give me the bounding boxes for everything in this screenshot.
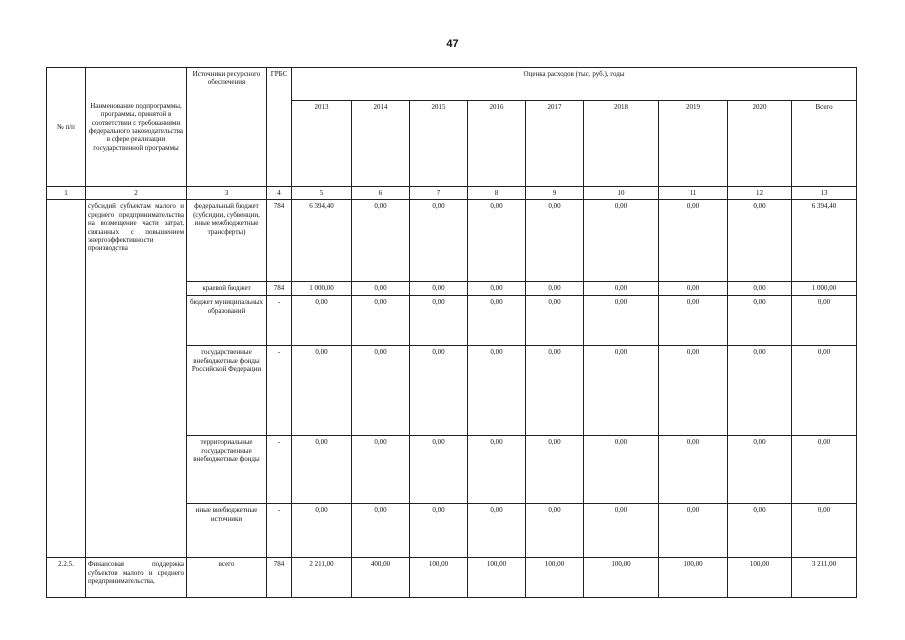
value-cell: 0,00 — [410, 282, 468, 296]
value-cell: 0,00 — [728, 200, 792, 282]
value-cell: 6 394,40 — [292, 200, 352, 282]
total-cell: 6 394,40 — [792, 200, 857, 282]
value-cell: 0,00 — [410, 296, 468, 346]
value-cell: 0,00 — [292, 346, 352, 436]
source-cell: краевой бюджет — [187, 282, 267, 296]
total-cell: 0,00 — [792, 296, 857, 346]
value-cell: 0,00 — [526, 504, 584, 558]
column-number: 4 — [267, 187, 292, 200]
table-row — [47, 200, 857, 282]
row-index — [47, 200, 86, 558]
value-cell: 1 000,00 — [292, 282, 352, 296]
header-row — [47, 68, 857, 101]
value-cell: 0,00 — [659, 282, 728, 296]
column-number: 1 — [47, 187, 86, 200]
value-cell: 0,00 — [728, 282, 792, 296]
header-year: 2013 — [292, 101, 352, 187]
total-cell: 0,00 — [792, 436, 857, 504]
value-cell: 0,00 — [584, 200, 659, 282]
value-cell: 0,00 — [468, 282, 526, 296]
value-cell: 0,00 — [292, 504, 352, 558]
source-cell: государственные внебюджетные фонды Российской Федерации — [187, 346, 267, 436]
grbs-cell: - — [267, 346, 292, 436]
header-year: 2018 — [584, 101, 659, 187]
column-number: 13 — [792, 187, 857, 200]
value-cell: 0,00 — [292, 436, 352, 504]
value-cell: 0,00 — [410, 200, 468, 282]
value-cell: 0,00 — [728, 436, 792, 504]
header-year: 2020 — [728, 101, 792, 187]
value-cell: 0,00 — [526, 296, 584, 346]
value-cell: 0,00 — [728, 504, 792, 558]
total-cell: 1 000,00 — [792, 282, 857, 296]
header-index: № п/п — [47, 68, 86, 187]
source-cell: федеральный бюджет (субсидии, субвенции, иные межбюджетные трансферты) — [187, 200, 267, 282]
header-year: 2015 — [410, 101, 468, 187]
value-cell: 100,00 — [468, 558, 526, 598]
value-cell: 0,00 — [584, 282, 659, 296]
value-cell: 0,00 — [468, 346, 526, 436]
value-cell: 0,00 — [352, 296, 410, 346]
column-number: 7 — [410, 187, 468, 200]
value-cell: 0,00 — [526, 346, 584, 436]
source-cell: всего — [187, 558, 267, 598]
value-cell: 400,00 — [352, 558, 410, 598]
value-cell: 0,00 — [526, 200, 584, 282]
value-cell: 0,00 — [292, 296, 352, 346]
value-cell: 0,00 — [526, 282, 584, 296]
grbs-cell: 784 — [267, 282, 292, 296]
value-cell: 0,00 — [352, 346, 410, 436]
value-cell: 100,00 — [659, 558, 728, 598]
value-cell: 0,00 — [468, 436, 526, 504]
column-number: 5 — [292, 187, 352, 200]
header-year: 2014 — [352, 101, 410, 187]
value-cell: 0,00 — [659, 504, 728, 558]
value-cell: 0,00 — [526, 436, 584, 504]
value-cell: 100,00 — [584, 558, 659, 598]
header-grbs: ГРБС — [267, 68, 292, 187]
value-cell: 0,00 — [468, 200, 526, 282]
grbs-cell: - — [267, 504, 292, 558]
header-year: 2016 — [468, 101, 526, 187]
column-number: 9 — [526, 187, 584, 200]
value-cell: 0,00 — [659, 346, 728, 436]
value-cell: 0,00 — [584, 504, 659, 558]
value-cell: 0,00 — [352, 504, 410, 558]
value-cell: 0,00 — [410, 436, 468, 504]
column-number: 12 — [728, 187, 792, 200]
row-index: 2.2.5. — [47, 558, 86, 598]
column-number: 11 — [659, 187, 728, 200]
value-cell: 0,00 — [352, 436, 410, 504]
column-number: 8 — [468, 187, 526, 200]
header-total: Всего — [792, 101, 857, 187]
value-cell: 0,00 — [659, 436, 728, 504]
value-cell: 0,00 — [352, 200, 410, 282]
budget-table — [46, 67, 857, 598]
value-cell: 0,00 — [468, 504, 526, 558]
column-numbers-row — [47, 187, 857, 200]
row-name: субсидий субъектам малого и среднего предпринимательства на возмещение части затрат, связанных с повышением энергоэффективности производства — [86, 200, 187, 558]
total-cell: 3 211,00 — [792, 558, 857, 598]
source-cell: иные внебюджетные источники — [187, 504, 267, 558]
page-number: 47 — [446, 38, 459, 50]
source-cell: бюджет муниципальных образований — [187, 296, 267, 346]
value-cell: 0,00 — [410, 346, 468, 436]
column-number: 10 — [584, 187, 659, 200]
value-cell: 0,00 — [584, 346, 659, 436]
grbs-cell: - — [267, 436, 292, 504]
header-year: 2019 — [659, 101, 728, 187]
value-cell: 100,00 — [410, 558, 468, 598]
value-cell: 0,00 — [728, 346, 792, 436]
value-cell: 0,00 — [728, 296, 792, 346]
grbs-cell: 784 — [267, 200, 292, 282]
value-cell: 0,00 — [584, 436, 659, 504]
column-number: 6 — [352, 187, 410, 200]
column-number: 3 — [187, 187, 267, 200]
header-name: Наименование подпрограммы, программы, принятой в соответствии с требованиями федерального законодательства в сфере реализации государственной программы — [86, 68, 187, 187]
value-cell: 0,00 — [659, 200, 728, 282]
value-cell: 0,00 — [659, 296, 728, 346]
column-number: 2 — [86, 187, 187, 200]
grbs-cell: - — [267, 296, 292, 346]
header-source: Источники ресурсного обеспечения — [187, 68, 267, 187]
value-cell: 100,00 — [526, 558, 584, 598]
grbs-cell: 784 — [267, 558, 292, 598]
header-year: 2017 — [526, 101, 584, 187]
source-cell: территориальные государственные внебюджетные фонды — [187, 436, 267, 504]
value-cell: 0,00 — [584, 296, 659, 346]
value-cell: 100,00 — [728, 558, 792, 598]
header-estimate: Оценка расходов (тыс. руб.), годы — [292, 68, 857, 101]
value-cell: 0,00 — [410, 504, 468, 558]
total-cell: 0,00 — [792, 504, 857, 558]
value-cell: 2 211,00 — [292, 558, 352, 598]
row-name: Финансовая поддержка субъектов малого и среднего предпринимательства, — [86, 558, 187, 598]
value-cell: 0,00 — [352, 282, 410, 296]
table-row — [47, 558, 857, 598]
total-cell: 0,00 — [792, 346, 857, 436]
value-cell: 0,00 — [468, 296, 526, 346]
